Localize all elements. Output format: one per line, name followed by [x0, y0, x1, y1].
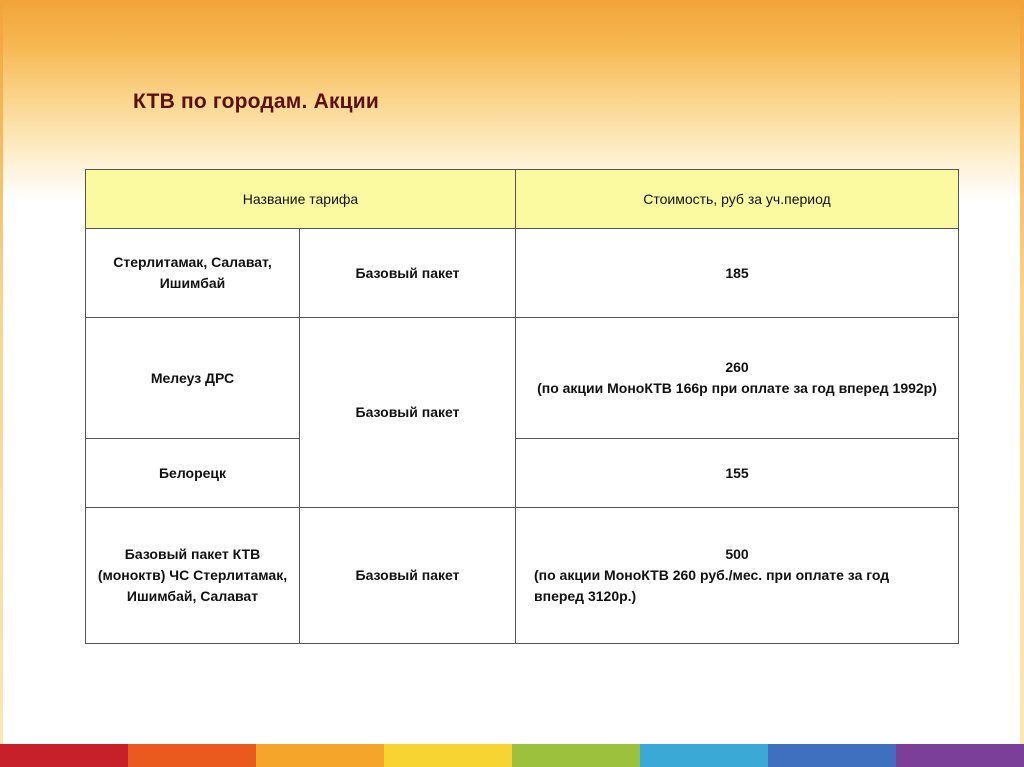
cost-value: 155: [725, 464, 749, 481]
table-row: [86, 439, 959, 508]
package-cell: Базовый пакет: [300, 508, 516, 644]
left-border-stripe: [0, 0, 3, 767]
header-tariff-name: Название тарифа: [86, 170, 516, 229]
color-bar-segment: [512, 744, 640, 767]
color-bar-segment: [384, 744, 512, 767]
city-cell: Белорецк: [86, 439, 300, 508]
cost-cell: [516, 229, 959, 318]
city-cell: Стерлитамак, Салават, Ишимбай: [86, 229, 300, 318]
table-row: [86, 508, 959, 644]
color-bar-segment: [0, 744, 128, 767]
table-row: [86, 318, 959, 439]
cost-value: 500: [725, 546, 749, 562]
color-bar-segment: [896, 744, 1024, 767]
cost-cell: [516, 508, 959, 644]
color-bar-segment: [640, 744, 768, 767]
city-cell: Мелеуз ДРС: [86, 318, 300, 439]
color-bar-segment: [128, 744, 256, 767]
table-row: [86, 229, 959, 318]
cost-note: (по акции МоноКТВ 260 руб./мес. при оплате за год вперед 3120р.): [534, 567, 890, 604]
color-bar-segment: [256, 744, 384, 767]
slide-title: КТВ по городам. Акции: [133, 90, 380, 113]
color-bar-segment: [768, 744, 896, 767]
cost-note: (по акции МоноКТВ 166р при оплате за год вперед 1992р): [537, 380, 937, 396]
table-header-row: [86, 170, 959, 229]
cost-cell: [516, 439, 959, 508]
tariff-table: [85, 169, 959, 644]
color-bar: [0, 744, 1024, 767]
package-cell: Базовый пакет: [300, 229, 516, 318]
cost-cell: [516, 318, 959, 439]
cost-value: 260: [725, 359, 749, 375]
right-border-stripe: [1020, 0, 1024, 767]
city-cell: Базовый пакет КТВ (моноктв) ЧС Стерлитамак, Ишимбай, Салават: [86, 508, 300, 644]
cost-value: 185: [725, 264, 749, 281]
package-cell: Базовый пакет: [300, 318, 516, 508]
header-cost: Стоимость, руб за уч.период: [516, 170, 959, 229]
